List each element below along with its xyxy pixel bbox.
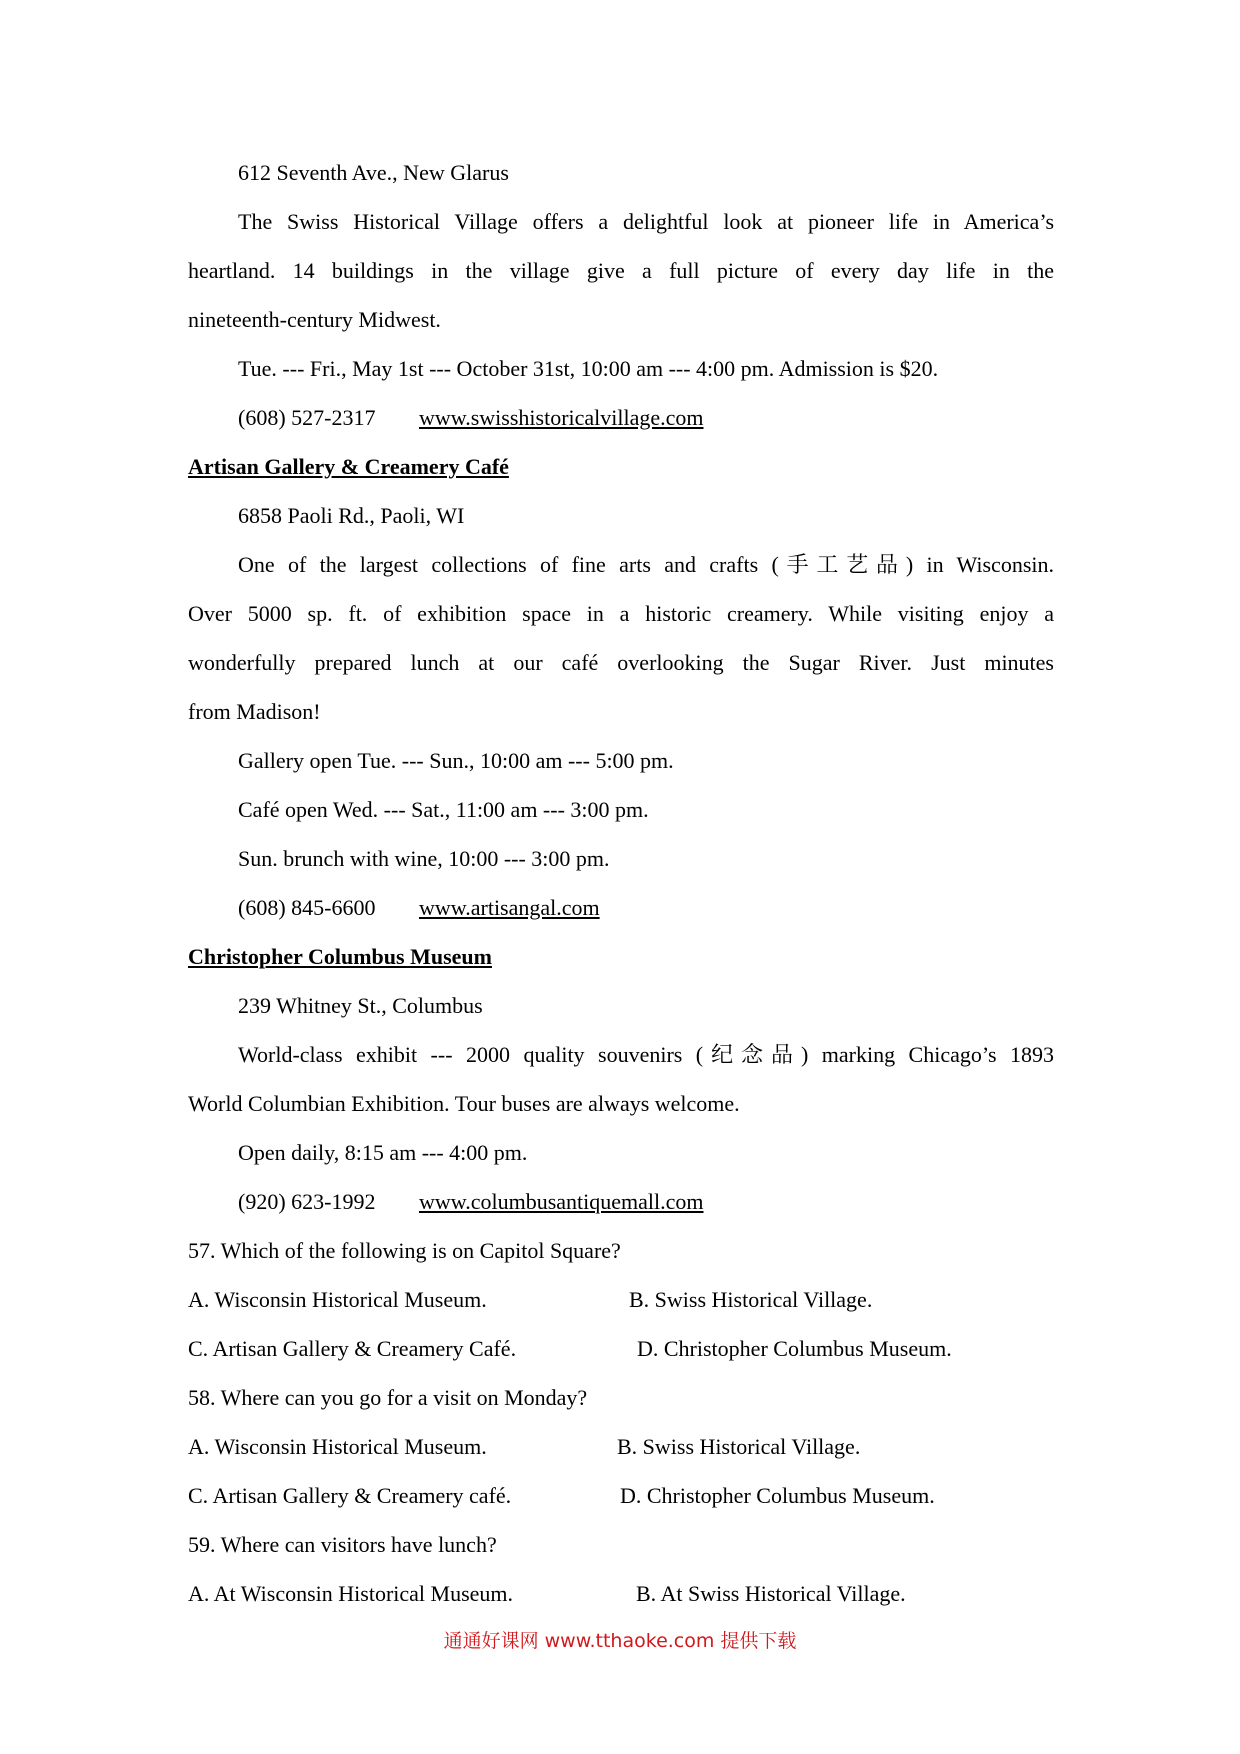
artisan-description-line: from Madison! bbox=[188, 699, 321, 724]
artisan-description-line: One of the largest collections of fine arts and crafts (手工艺品) in Wisconsin. bbox=[238, 552, 1054, 577]
artisan-heading: Artisan Gallery & Creamery Café bbox=[188, 454, 509, 479]
footer-watermark: 通通好课网 www.tthaoke.com 提供下载 bbox=[443, 1630, 797, 1652]
swiss-address: 612 Seventh Ave., New Glarus bbox=[238, 160, 509, 185]
question-stem: 57. Which of the following is on Capitol Square? bbox=[188, 1238, 621, 1263]
question-stem: 58. Where can you go for a visit on Monday? bbox=[188, 1385, 588, 1410]
option-c: C. Artisan Gallery & Creamery Café. bbox=[188, 1336, 517, 1361]
swiss-website-link[interactable]: www.swisshistoricalvillage.com bbox=[419, 405, 704, 430]
option-d: D. Christopher Columbus Museum. bbox=[620, 1483, 935, 1508]
option-d: D. Christopher Columbus Museum. bbox=[637, 1336, 952, 1361]
artisan-gallery-hours: Gallery open Tue. --- Sun., 10:00 am --- 5:00 pm. bbox=[238, 748, 674, 773]
columbus-heading: Christopher Columbus Museum bbox=[188, 944, 492, 969]
option-b: B. At Swiss Historical Village. bbox=[636, 1581, 906, 1606]
swiss-description-line: The Swiss Historical Village offers a delightful look at pioneer life in America’s bbox=[238, 209, 1054, 234]
option-a: A. Wisconsin Historical Museum. bbox=[188, 1287, 487, 1312]
artisan-cafe-hours: Café open Wed. --- Sat., 11:00 am --- 3:00 pm. bbox=[238, 797, 649, 822]
option-b: B. Swiss Historical Village. bbox=[617, 1434, 861, 1459]
columbus-hours: Open daily, 8:15 am --- 4:00 pm. bbox=[238, 1140, 528, 1165]
option-b: B. Swiss Historical Village. bbox=[629, 1287, 873, 1312]
swiss-description-line: nineteenth-century Midwest. bbox=[188, 307, 441, 332]
option-c: C. Artisan Gallery & Creamery café. bbox=[188, 1483, 512, 1508]
swiss-hours: Tue. --- Fri., May 1st --- October 31st, 10:00 am --- 4:00 pm. Admission is $20. bbox=[238, 356, 939, 381]
columbus-address: 239 Whitney St., Columbus bbox=[238, 993, 483, 1018]
artisan-phone: (608) 845-6600 bbox=[238, 895, 376, 920]
columbus-description-line: World Columbian Exhibition. Tour buses are always welcome. bbox=[188, 1091, 740, 1116]
question-stem: 59. Where can visitors have lunch? bbox=[188, 1532, 497, 1557]
artisan-address: 6858 Paoli Rd., Paoli, WI bbox=[238, 503, 465, 528]
columbus-description-line: World-class exhibit --- 2000 quality souvenirs (纪念品) marking Chicago’s 1893 bbox=[238, 1042, 1054, 1067]
artisan-description-line: Over 5000 sp. ft. of exhibition space in a historic creamery. While visiting enjoy a bbox=[188, 601, 1054, 626]
artisan-brunch: Sun. brunch with wine, 10:00 --- 3:00 pm. bbox=[238, 846, 610, 871]
columbus-phone: (920) 623-1992 bbox=[238, 1189, 376, 1214]
swiss-description-line: heartland. 14 buildings in the village give a full picture of every day life in the bbox=[188, 258, 1054, 283]
option-a: A. At Wisconsin Historical Museum. bbox=[188, 1581, 514, 1606]
artisan-description-line: wonderfully prepared lunch at our café overlooking the Sugar River. Just minutes bbox=[188, 650, 1054, 675]
artisan-website-link[interactable]: www.artisangal.com bbox=[419, 895, 600, 920]
option-a: A. Wisconsin Historical Museum. bbox=[188, 1434, 487, 1459]
columbus-website-link[interactable]: www.columbusantiquemall.com bbox=[419, 1189, 704, 1214]
swiss-phone: (608) 527-2317 bbox=[238, 405, 376, 430]
